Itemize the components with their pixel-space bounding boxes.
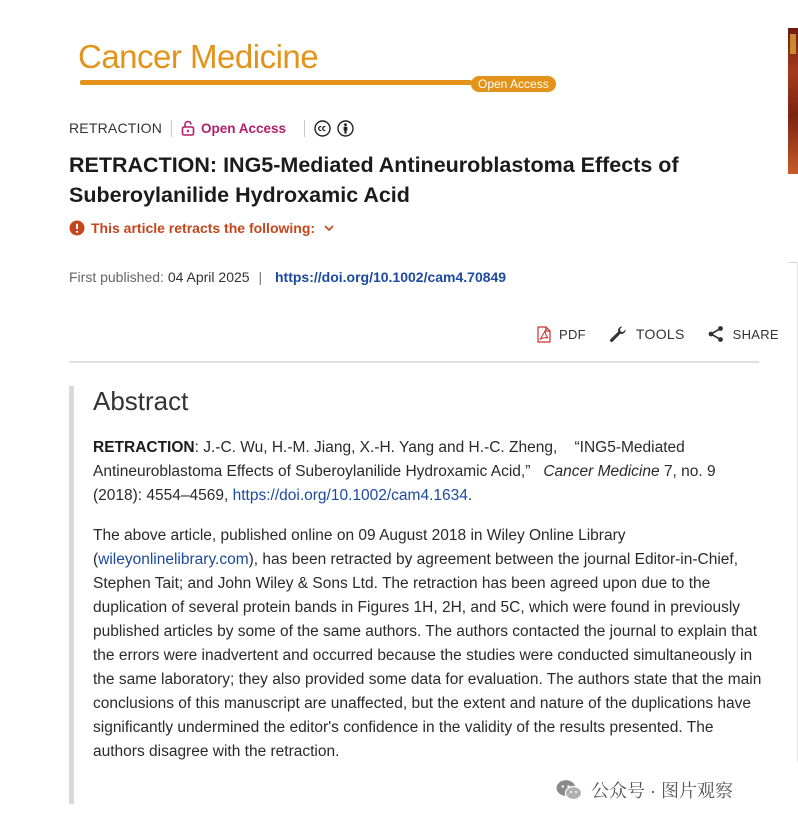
retracts-label: This article retracts the following: [91, 220, 316, 236]
section-divider [69, 361, 759, 363]
journal-cover-thumbnail[interactable] [788, 28, 798, 174]
retracts-toggle[interactable] [69, 220, 335, 236]
retraction-citation [93, 436, 763, 508]
article-toolbar [537, 324, 779, 344]
journal-title[interactable]: Cancer Medicine [78, 38, 319, 75]
citation-title: “ING5-Mediated Antineuroblastoma Effects of Suberoylanilide Hydroxamic Acid,” [93, 439, 685, 480]
pub-separator: | [258, 269, 263, 285]
citation-journal: Cancer Medicine [543, 463, 660, 480]
tools-label: TOOLS [635, 326, 685, 342]
share-icon [707, 325, 725, 343]
watermark-text: 公众号 · 图片观察 [591, 781, 733, 801]
cc-icon[interactable] [314, 120, 331, 137]
wrench-icon [608, 324, 628, 344]
notice-text-rest: ), has been retracted by agreement between the journal Editor-in-Chief, Stephen Tait; and John Wiley & Sons Ltd. The retraction has been agreed upon due to the duplication of several protein bands in Figures 1H, 2H, and 5C, which were found in previously published articles by some of the same authors. The authors contacted the journal to explain that the errors were inadvertent and occurred because the studies were conducted simultaneously in the same laboratory; they also provided some data for evaluation. The authors state that the main conclusions of this manuscript are unaffected, but the extent and nature of the duplications have significantly undermined the editor's confidence in the validity of the results presented. The authors disagree with the retraction. [93, 551, 762, 760]
license-icons[interactable] [314, 120, 354, 137]
open-access-badge: Open Access [471, 76, 556, 92]
share-label: SHARE [732, 326, 779, 342]
meta-divider [304, 120, 305, 137]
journal-title-rule [80, 80, 472, 85]
publication-info [69, 269, 506, 285]
article-type-label: RETRACTION [69, 120, 162, 136]
pdf-button[interactable] [537, 326, 586, 343]
citation-end: . [467, 487, 473, 504]
wiley-online-library-link[interactable]: wileyonlinelibrary.com [98, 551, 249, 568]
alert-icon [69, 220, 85, 236]
notice-text-start: The above article, published online on 09 August 2018 in Wiley Online Library ( [93, 527, 626, 568]
pdf-label: PDF [559, 326, 586, 342]
citation-authors: : J.-C. Wu, H.-M. Jiang, X.-H. Yang and H.-C. Zheng, [194, 439, 558, 456]
pdf-icon [537, 326, 551, 343]
article-meta-line [69, 118, 354, 138]
citation-volume: 7, no. 9 (2018): 4554–4569, [93, 463, 716, 504]
open-lock-icon [181, 120, 195, 136]
wechat-icon [555, 778, 583, 802]
first-published-label: First published: [69, 269, 164, 285]
retraction-notice-text [93, 524, 763, 764]
abstract-heading: Abstract [93, 386, 189, 416]
first-published-date: 04 April 2025 [167, 269, 250, 285]
share-button[interactable] [707, 325, 779, 343]
article-doi-link[interactable]: https://doi.org/10.1002/cam4.70849 [274, 269, 507, 285]
tools-button[interactable] [608, 324, 685, 344]
citation-doi-link[interactable]: https://doi.org/10.1002/cam4.1634 [232, 487, 468, 504]
chevron-down-icon [323, 222, 335, 234]
open-access-label[interactable]: Open Access [201, 120, 287, 136]
abstract-side-bar [69, 386, 74, 804]
citation-label: RETRACTION [93, 439, 195, 456]
article-title: RETRACTION: ING5-Mediated Antineuroblastoma Effects of Suberoylanilide Hydroxamic Acid [69, 153, 679, 207]
wechat-watermark [555, 777, 733, 803]
meta-divider [171, 120, 172, 137]
by-icon[interactable] [337, 120, 354, 137]
